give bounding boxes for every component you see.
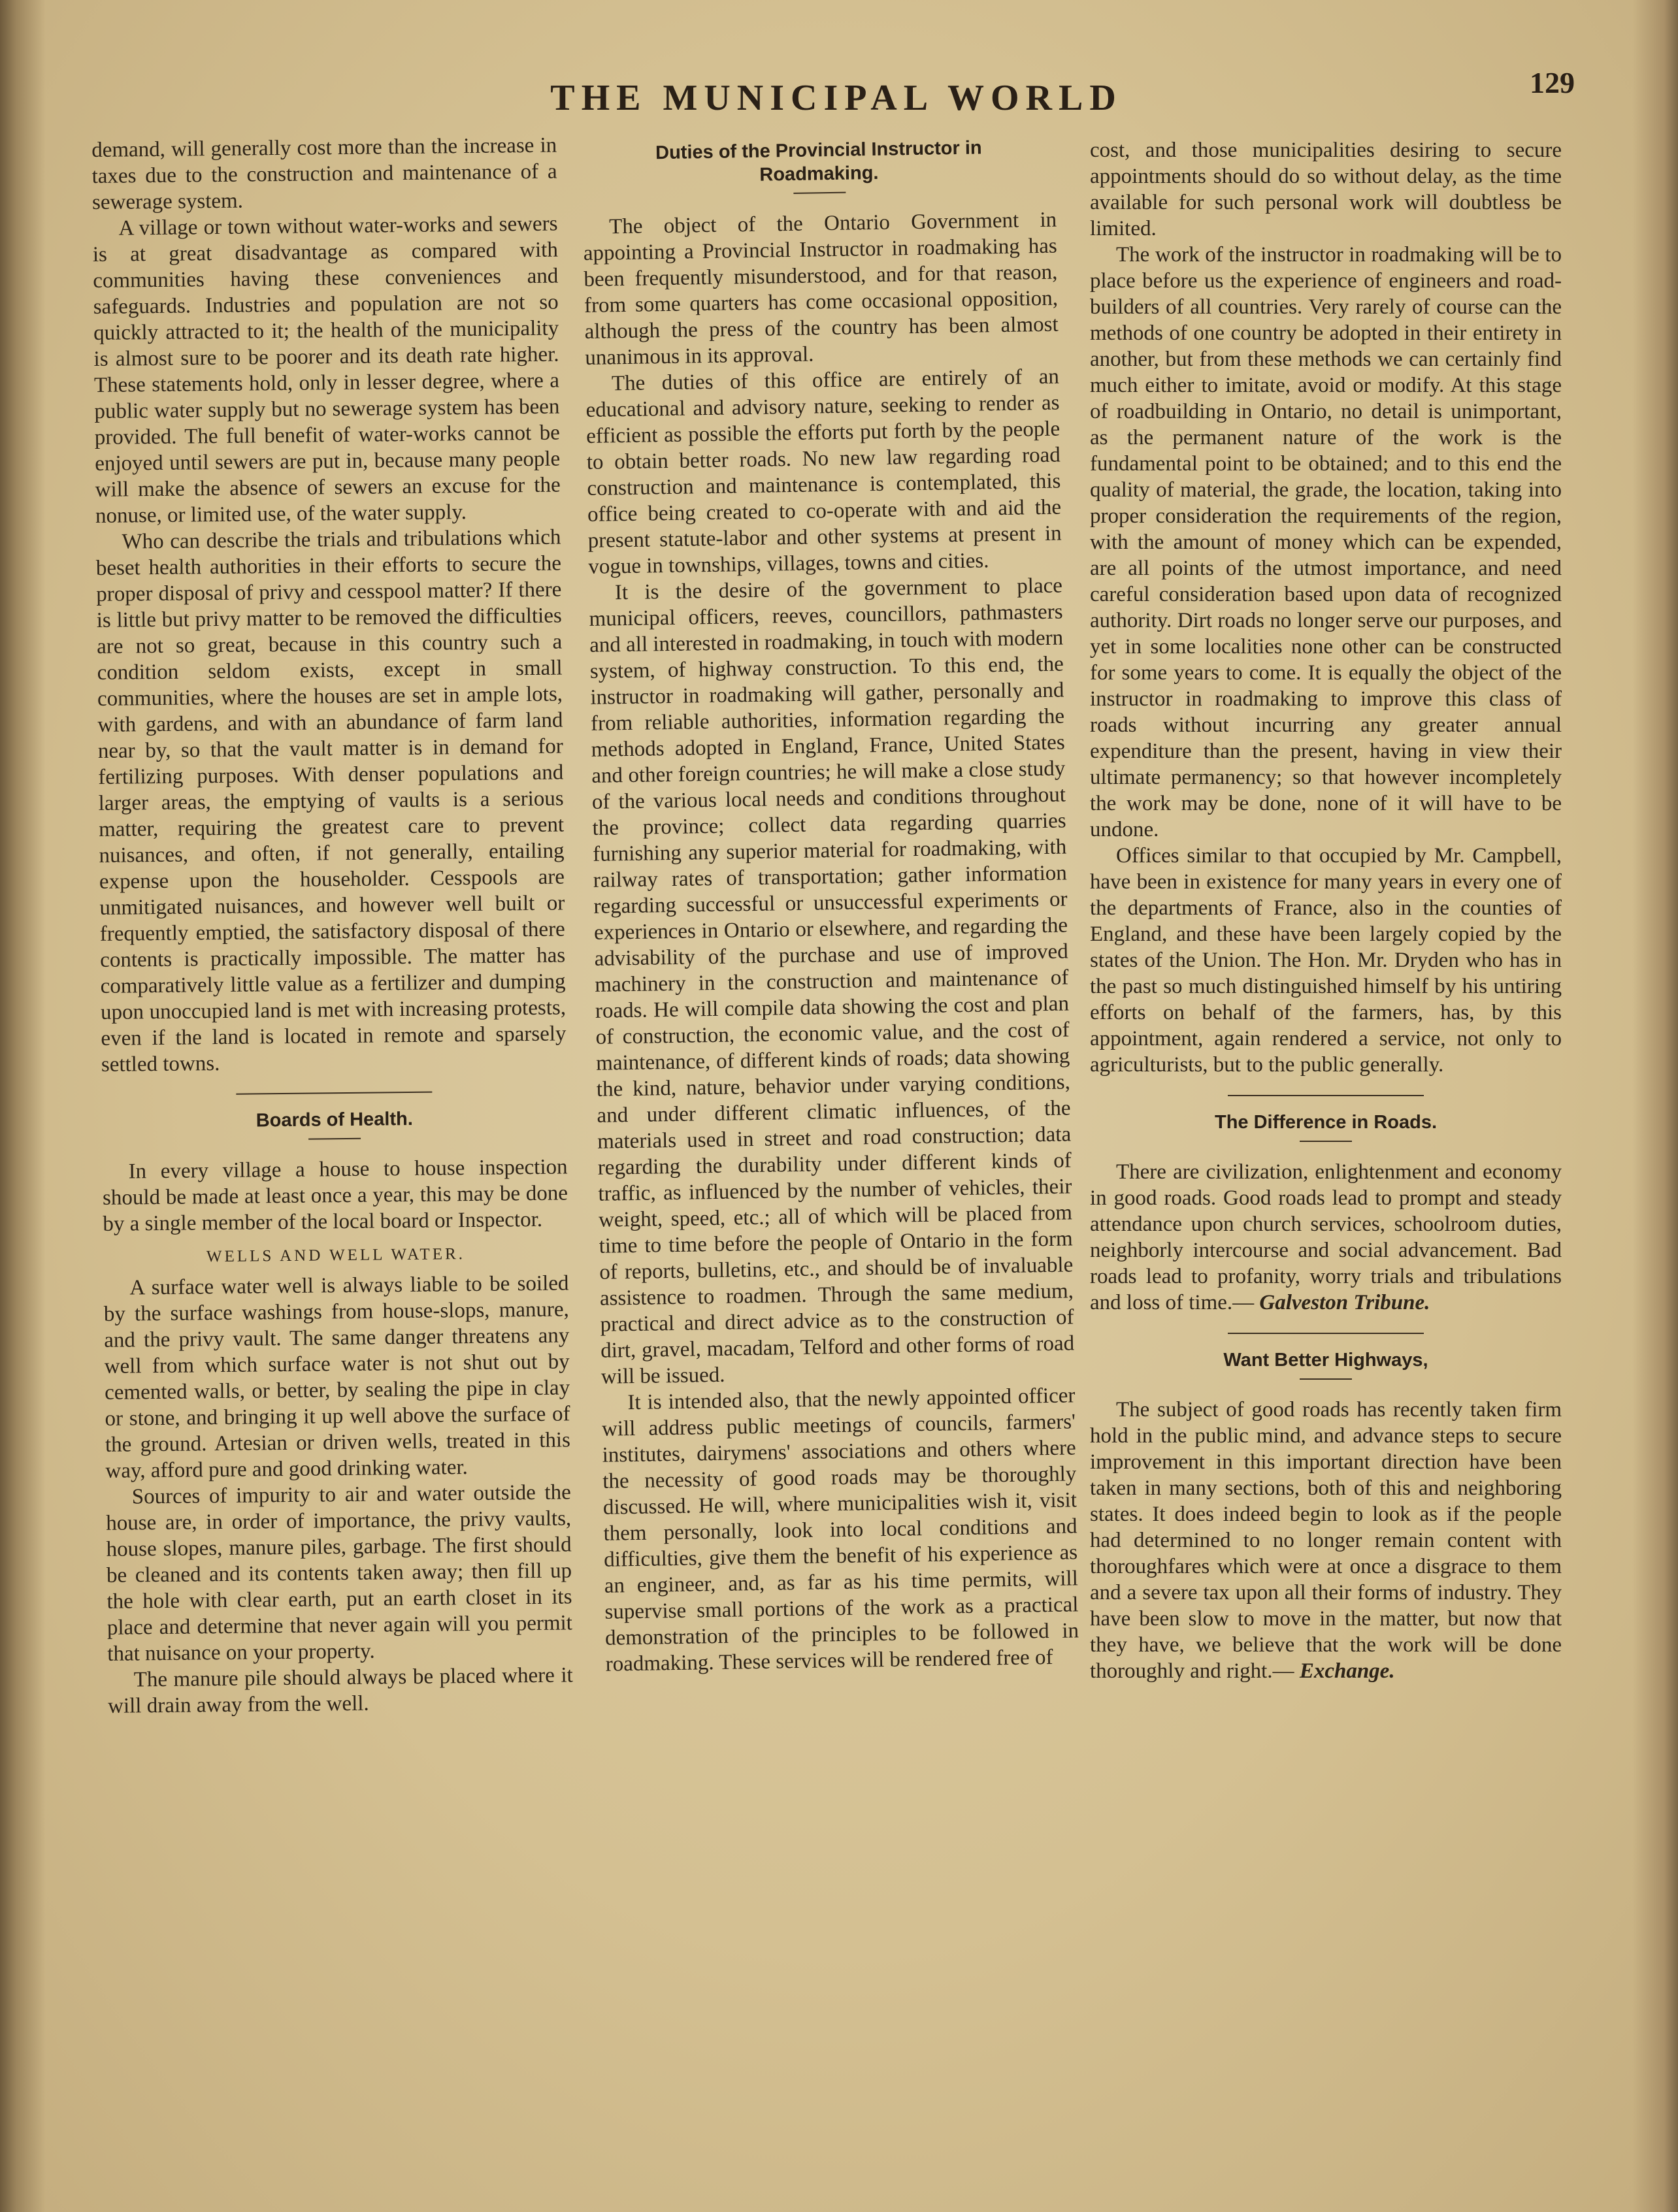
paragraph: In every village a house to house inspection should be made at least once a year, this may be done by a single member of the local board or Inspector. — [102, 1155, 568, 1236]
section-heading-boards-of-health: Boards of Health. — [255, 1108, 413, 1131]
column-middle — [582, 130, 1079, 1678]
paragraph: cost, and those municipalities desiring to secure appointments should do so without delay, as the time available for such personal work will doubtless be limited. — [1090, 138, 1562, 240]
paragraph — [1090, 1159, 1562, 1316]
paragraph: demand, will generally cost more than the increase in taxes due to the construction and maintenance of a sewerage system. — [91, 133, 557, 214]
heading-rule — [1300, 1378, 1352, 1380]
binding-shadow — [0, 0, 46, 2212]
paragraph: A surface water well is always liable to be soiled by the surface washings from house-slops, manure, and the privy vault. The same danger threatens any well from which surface water is not shut out by cemented walls, or better, by sealing the pipe in clay or stone, and bringing it up well above the surface of the ground. Artesian or driven wells, treated in this way, afford pure and good drinking water. — [103, 1271, 571, 1483]
heading-rule — [308, 1138, 361, 1140]
source-credit: Exchange. — [1299, 1659, 1395, 1683]
paragraph-text: The subject of good roads has recently taken firm hold in the public mind, and advance steps to secure improvement in this important direction have been taken in many sections, both of this and neighboring states. It does indeed begin to look as if the people had determined to no longer remain content with thoroughfares which were at once a disgrace to them and a severe tax upon all their forms of industry. They have been slow to move in the matter, but now that they have, we believe that the work will be done thoroughly and right.— — [1090, 1398, 1562, 1683]
heading-rule — [793, 192, 846, 194]
paragraph: A village or town without water-works and sewers is at great disadvantage as compared with communities having these conveniences and safeguards. Industries and population are not so quickly attracted to it; the health of the municipality is almost sure to be poorer and its death rate higher. These statements hold, only in lesser degree, where a public water supply but no sewerage system has been provided. The full benefit of water-works cannot be enjoyed until sewers are put in, because many people will make the absence of sewers an excuse for the nonuse, or limited use, of the water supply. — [92, 212, 561, 528]
section-divider — [1228, 1095, 1424, 1096]
page-edge — [1632, 0, 1678, 2212]
section-heading-want-better-highways: Want Better Highways, — [1223, 1350, 1428, 1371]
section-heading-difference: The Difference in Roads. — [1214, 1112, 1437, 1133]
paragraph: Offices similar to that occupied by Mr. Campbell, have been in existence for many years in every one of the departments of France, also in the counties of England, and these have been largely copied by the states of the Union. The Hon. Mr. Dryden who has in the past so much distinguished himself by his untiring efforts on behalf of the farmers, has, by this appointment, again rendered a service, not only to agriculturists, but to the public generally. — [1090, 844, 1562, 1077]
paragraph: It is the desire of the government to place municipal officers, reeves, councillors, pathmasters and all interested in roadmaking, in touch with modern system, of highway construction. To this end, the instructor in roadmaking will gather, personally and from reliable authorities, information regarding the methods adopted in England, France, United States and other foreign countries; he will make a close study of the various local needs and conditions throughout the province; collect data regarding quarries furnishing any superior material for roadmaking, with railway rates of transportation; gather information regarding successful or unsuccessful experiments or experiences in Ontario or elsewhere, and regarding the advisability of the purchase and use of improved machinery in the construction and maintenance of roads. He will compile data showing the cost and plan of construction, the economic value, and the cost of maintenance, of different kinds of roads; data showing the kind, nature, behavior under varying conditions, and under different climatic influences, of the materials used in street and road construction; data regarding the durability under different kinds of traffic, as influenced by the number of vehicles, their weight, speed, etc.; all of which will be placed from time to time before the people of Ontario in the form of reports, bulletins, etc., and should be of invaluable assistence to roadmen. Through the same medium, practical and direct advice as to the construction of dirt, gravel, macadam, Telford and other forms of road will be issued. — [589, 574, 1075, 1389]
paragraph: The manure pile should always be placed where it will drain away from the well. — [107, 1663, 573, 1718]
paragraph: The duties of this office are entirely of an educational and advisory nature, seeking to render as efficient as possible the efforts put forth by the people to obtain better roads. No new law regarding road construction and maintenance is contemplated, this office being created to co-operate with and aid the present statute-labor and other systems at present in vogue in townships, villages, towns and cities. — [585, 365, 1062, 579]
paragraph: It is intended also, that the newly appointed officer will address public meetings of councils, farmers' institutes, dairymens' associations and others where the necessity of good roads may be thoroughly discussed. He will, where municipalities wish it, visit them personally, look into local conditions and difficulties, give them the benefit of his experience as an engineer, and, as far as his time permits, will supervise small portions of the work as a practical demonstration of the principles to be followed in roadmaking. These services will be rendered free of — [601, 1384, 1079, 1676]
section-divider — [236, 1092, 432, 1095]
paragraph-text: There are civilization, enlightenment and economy in good roads. Good roads lead to prompt and steady attendance upon church services, schoolroom duties, neighborly intercourse and social advancement. Bad roads lead to profanity, worry trials and tribulations and loss of time.— — [1090, 1160, 1562, 1314]
subheading-wells: WELLS AND WELL WATER. — [206, 1245, 466, 1266]
source-credit: Galveston Tribune. — [1259, 1291, 1430, 1314]
paragraph — [1090, 1397, 1562, 1684]
heading-rule — [1300, 1141, 1352, 1142]
column-right — [1090, 137, 1562, 1684]
masthead: THE MUNICIPAL WORLD — [550, 78, 1123, 118]
section-divider — [1228, 1333, 1424, 1334]
column-left — [91, 133, 573, 1719]
section-heading-duties: Duties of the Provincial Instructor in Roadmaking. — [655, 137, 982, 186]
paragraph: The work of the instructor in roadmaking will be to place before us the experience of engineers and road-builders of all countries. Very rarely of course can the methods of one country be adopted in their entirety in another, but from these methods we can certainly find much either to imitate, avoid or modify. At this stage of roadbuilding in Ontario, no detail is unimportant, as the permanent nature of the work is the fundamental point to be obtained; and to this end the quality of material, the grade, the location, taking into proper consideration the requirements of the region, with the amount of money which can be expended, are all points of the utmost importance, and need careful consideration based upon data of recognized authority. Dirt roads no longer serve our purposes, and yet in some localities none other can be constructed for some years to come. It is equally the object of the instructor in roadmaking to improve this class of roads without incurring any greater annual expenditure than the present, having in view their ultimate permanency; so that however incompletely the work may be done, none of it will have to be undone. — [1090, 243, 1562, 841]
paragraph: The object of the Ontario Government in appointing a Provincial Instructor in roadmaking has been frequently misunderstood, and for that reason, from some quarters has come occasional opposition, although the press of the country has been almost unanimous in its approval. — [583, 208, 1059, 370]
paragraph: Who can describe the trials and tribulations which beset health authorities in their efforts to secure the proper disposal of privy and cesspool matter? If there is little but privy matter to be removed the difficulties are not so great, because in this country such a condition seldom exists, except in small communities, where the houses are set in ample lots, with gardens, and with an abundance of farm land near by, so that the vault matter is in demand for fertilizing purposes. With denser populations and larger areas, the emptying of vaults is a serious matter, requiring the greatest care to prevent nuisances, and often, if not generally, entailing expense upon the householder. Cesspools are unmitigated nuisances, and however well built or frequently emptied, the satisfactory disposal of there contents is practically impossible. The matter has comparatively little value as a fertilizer and dumping upon unoccupied land is met with increasing protests, even if the land is located in remote and sparsely settled towns. — [95, 525, 567, 1077]
page-number: 129 — [1530, 66, 1575, 99]
paragraph: Sources of impurity to air and water outside the house are, in order of importance, the privy vaults, house slopes, manure piles, garbage. The first should be cleaned and its contents taken away; then fill up the hole with clear earth, put an earth closet in its place and determine that never again will you permit that nuisance on your property. — [106, 1480, 573, 1666]
